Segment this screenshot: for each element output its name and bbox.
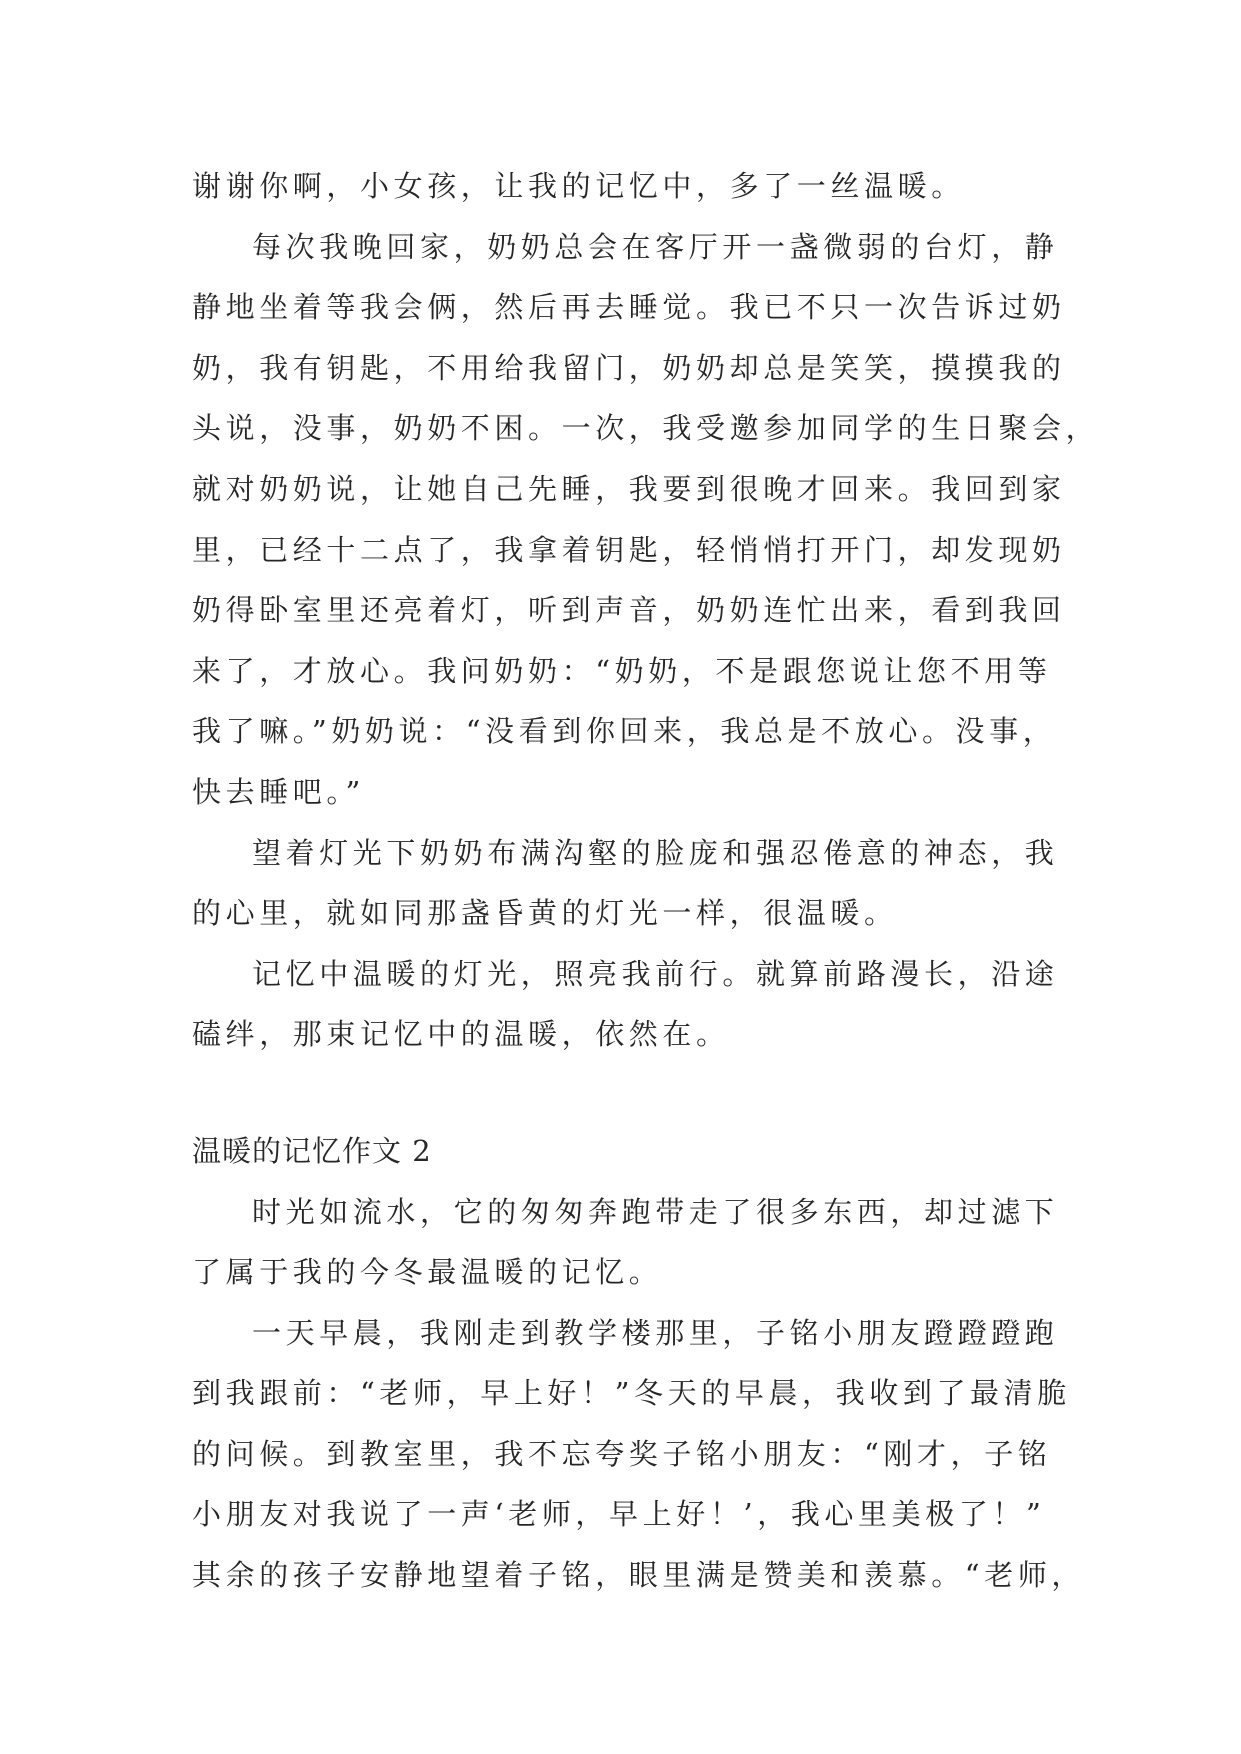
text-line: 奶，我有钥匙，不用给我留门，奶奶却总是笑笑，摸摸我的 (192, 350, 1066, 385)
text-line: 一天早晨，我刚走到教学楼那里，子铭小朋友蹬蹬蹬跑 (252, 1315, 1059, 1350)
paragraph (192, 944, 1060, 1065)
text-line: 望着灯光下奶奶布满沟壑的脸庞和强忍倦意的神态，我 (252, 835, 1059, 870)
section-title: 温暖的记忆作文 2 (192, 1133, 432, 1168)
text-line: 到我跟前：“老师，早上好！”冬天的早晨，我收到了最清脆 (192, 1376, 1071, 1411)
text-line: 快去睡吧。” (192, 774, 365, 809)
paragraph (192, 823, 1060, 944)
text-line: 奶得卧室里还亮着灯，听到声音，奶奶连忙出来，看到我回 (192, 593, 1066, 628)
text-line: 我了嘛。”奶奶说：“没看到你回来，我总是不放心。没事， (192, 714, 1057, 749)
text-line: 就对奶奶说，让她自己先睡，我要到很晚才回来。我回到家 (192, 471, 1066, 506)
paragraph (192, 1303, 1086, 1606)
paragraph (192, 156, 1060, 217)
essay-body-part-2 (192, 1182, 1086, 1606)
text-line: 其余的孩子安静地望着子铭，眼里满是赞美和羡慕。“老师， (192, 1558, 1086, 1593)
text-line: 里，已经十二点了，我拿着钥匙，轻悄悄打开门，却发现奶 (192, 532, 1066, 567)
text-line: 每次我晚回家，奶奶总会在客厅开一盏微弱的台灯，静 (252, 229, 1059, 264)
paragraph (192, 217, 1100, 823)
paragraph (192, 1182, 1060, 1303)
document-page (192, 156, 1100, 1606)
text-line: 记忆中温暖的灯光，照亮我前行。就算前路漫长，沿途 (252, 956, 1059, 991)
text-line: 磕绊，那束记忆中的温暖，依然在。 (192, 1017, 730, 1052)
text-line: 静地坐着等我会俩，然后再去睡觉。我已不只一次告诉过奶 (192, 290, 1066, 325)
text-line: 头说，没事，奶奶不困。一次，我受邀参加同学的生日聚会， (192, 411, 1100, 446)
text-line: 小朋友对我说了一声‘老师，早上好！’，我心里美极了！” (192, 1497, 1046, 1532)
text-line: 来了，才放心。我问奶奶：“奶奶，不是跟您说让您不用等 (192, 653, 1052, 688)
text-line: 时光如流水，它的匆匆奔跑带走了很多东西，却过滤下 (252, 1194, 1059, 1229)
text-line: 的心里，就如同那盏昏黄的灯光一样，很温暖。 (192, 896, 898, 931)
text-line: 谢谢你啊，小女孩，让我的记忆中，多了一丝温暖。 (192, 169, 965, 203)
text-line: 的问候。到教室里，我不忘夸奖子铭小朋友：“刚才，子铭 (192, 1436, 1052, 1471)
essay-body-part-1 (192, 156, 1100, 1065)
text-line: 了属于我的今冬最温暖的记忆。 (192, 1255, 663, 1290)
